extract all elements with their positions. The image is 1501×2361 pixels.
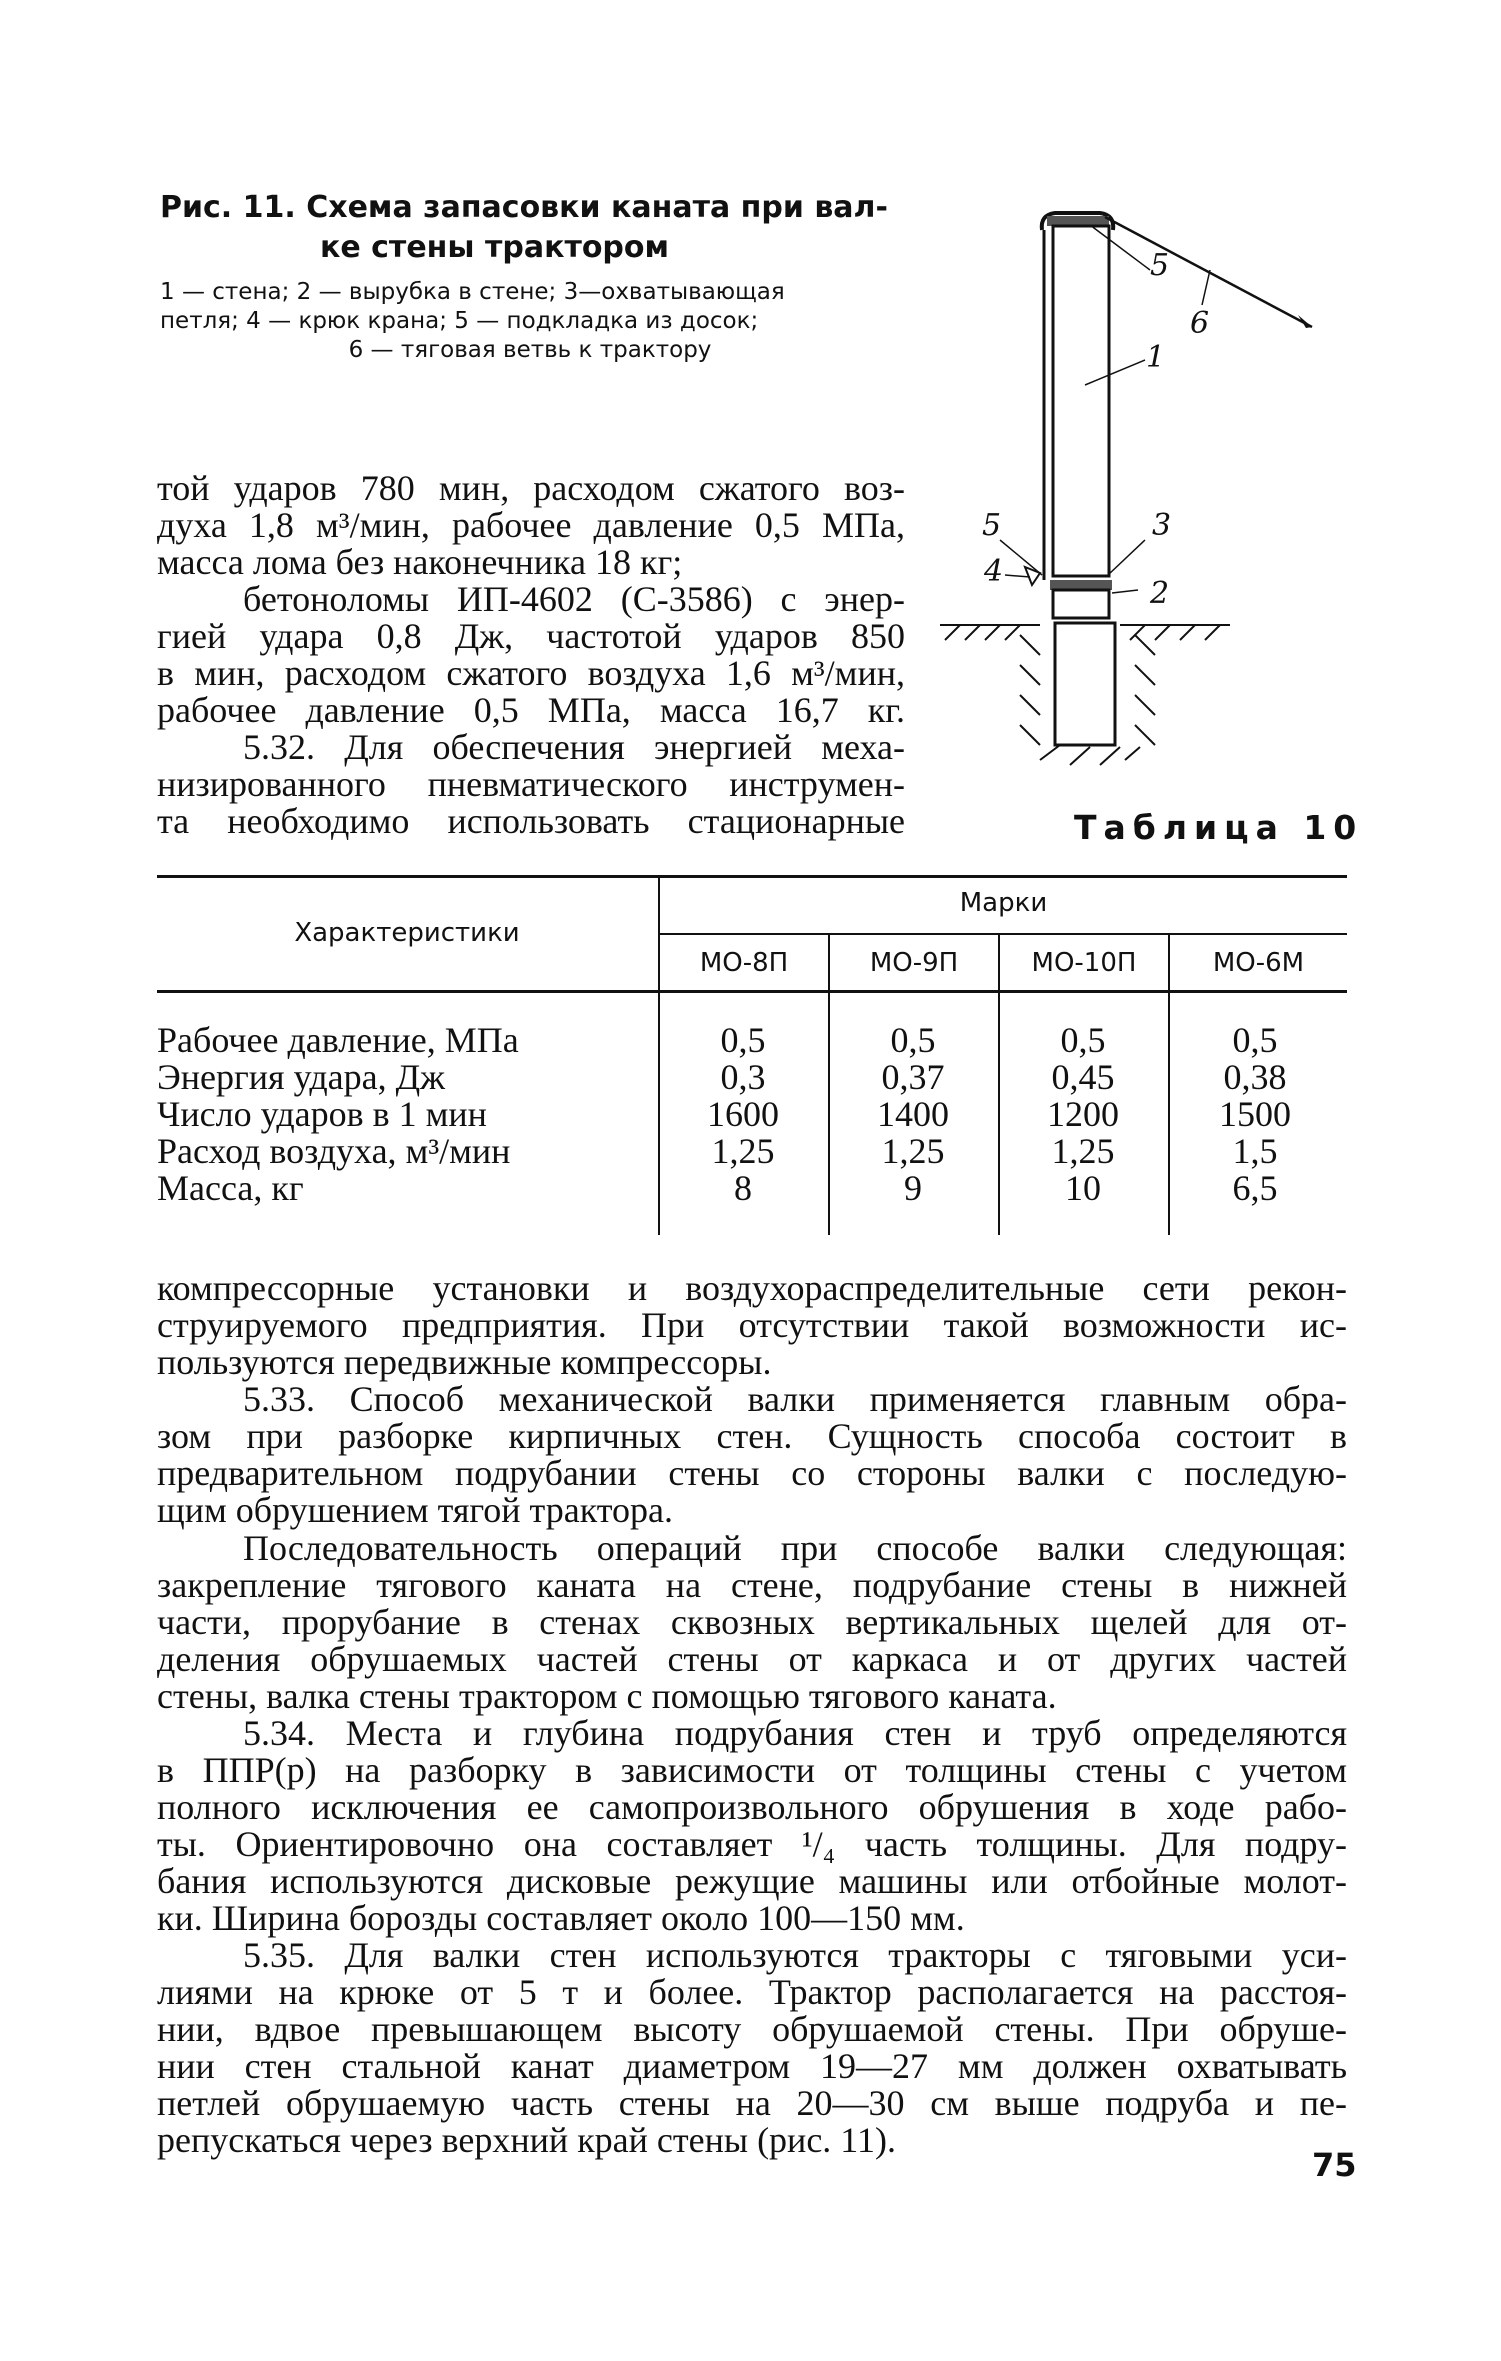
text-line: деления обрушаемых частей стены от каркаса и от других частей xyxy=(157,1639,1347,1679)
leader-line xyxy=(1202,270,1210,305)
table-cell: 1,25 xyxy=(711,1131,775,1171)
brand-header: МО-9П xyxy=(869,948,959,978)
row-label: Энергия удара, Дж xyxy=(157,1057,446,1097)
paragraph xyxy=(157,1937,1347,2159)
caption-line: 1 — стена; 2 — вырубка в стене; 3—охватывающая xyxy=(160,279,785,305)
table-cell: 0,37 xyxy=(881,1057,945,1097)
paragraph xyxy=(157,1715,1347,1937)
text-line: репускаться через верхний край стены (рис. 11). xyxy=(157,2120,896,2160)
text-line: компрессорные установки и воздухораспределительные сети рекон- xyxy=(157,1268,1347,1308)
text-line: та необходимо использовать стационарные xyxy=(157,801,905,841)
figure-label: 4 xyxy=(984,554,1004,589)
text-line: в ППР(р) на разборку в зависимости от толщины стены с учетом xyxy=(157,1750,1347,1790)
table-cell: 1,25 xyxy=(1051,1131,1115,1171)
table-cell: 9 xyxy=(904,1168,922,1208)
brands-rule xyxy=(660,933,1347,935)
table-cell: 1600 xyxy=(707,1094,779,1134)
text-line: в мин, расходом сжатого воздуха 1,6 м³/мин, xyxy=(157,653,905,693)
row-label: Рабочее давление, МПа xyxy=(157,1020,519,1060)
text-line: Последовательность операций при способе валки следующая: xyxy=(243,1528,1347,1568)
table-cell: 6,5 xyxy=(1232,1168,1278,1208)
table-cell: 0,5 xyxy=(1060,1020,1106,1060)
column-divider xyxy=(828,935,830,1235)
table-top-rule xyxy=(157,875,1347,878)
foundation xyxy=(1055,623,1115,745)
caption-line: петля; 4 — крюк крана; 5 — подкладка из досок; xyxy=(160,308,759,334)
paragraph xyxy=(157,1381,1347,1529)
table-cell: 1,25 xyxy=(881,1131,945,1171)
text-line: низированного пневматического инструмен- xyxy=(157,764,905,804)
table-title: Таблица 10 xyxy=(1074,808,1364,847)
table-cell: 0,5 xyxy=(720,1020,766,1060)
text-line: струируемого предприятия. При отсутствии такой возможности ис- xyxy=(157,1305,1347,1345)
text-line: петлей обрушаемую часть стены на 20—30 см выше подруба и пе- xyxy=(157,2083,1347,2123)
text-line: зом при разборке кирпичных стен. Сущность способа состоит в xyxy=(157,1416,1347,1456)
header-brands: Марки xyxy=(959,888,1048,918)
table-cell: 1,5 xyxy=(1232,1131,1278,1171)
column-divider xyxy=(1168,935,1170,1235)
text-line: стены, валка стены трактором с помощью тягового каната. xyxy=(157,1676,1057,1716)
leader-line xyxy=(1005,575,1030,577)
row-label: Расход воздуха, м³/мин xyxy=(157,1131,511,1171)
wall-rigging-diagram xyxy=(940,195,1340,795)
table-cell: 1200 xyxy=(1047,1094,1119,1134)
paragraph xyxy=(157,1270,1347,1381)
text-line: рабочее давление 0,5 МПа, масса 16,7 кг. xyxy=(157,690,905,730)
figure-label: 3 xyxy=(1152,508,1172,543)
table-cell: 0,5 xyxy=(1232,1020,1278,1060)
header-characteristics: Характеристики xyxy=(294,918,520,948)
figure-label: 1 xyxy=(1146,340,1166,375)
caption-line: 6 — тяговая ветвь к трактору xyxy=(348,337,712,363)
wall xyxy=(1053,226,1109,576)
table-cell: 1500 xyxy=(1219,1094,1291,1134)
table-cell: 0,3 xyxy=(720,1057,766,1097)
page-number: 75 xyxy=(1312,2146,1357,2184)
text-line: 5.33. Способ механической валки применяется главным обра- xyxy=(243,1379,1347,1419)
figure-title-line: ке стены трактором xyxy=(320,230,670,265)
text-line: той ударов 780 мин, расходом сжатого воз- xyxy=(157,468,905,508)
text-line: части, прорубание в стенах сквозных вертикальных щелей для от- xyxy=(157,1602,1347,1642)
leader-line xyxy=(1108,540,1145,575)
text-line: лиями на крюке от 5 т и более. Трактор располагается на расстоя- xyxy=(157,1972,1347,2012)
column-divider xyxy=(658,878,660,1235)
column-divider xyxy=(998,935,1000,1235)
text-line: масса лома без наконечника 18 кг; xyxy=(157,542,683,582)
paragraph xyxy=(157,1530,1347,1715)
figure-title xyxy=(160,188,920,268)
text-line: нии, вдвое превышающем высоту обрушаемой стены. При обруше- xyxy=(157,2009,1347,2049)
table-cell: 10 xyxy=(1065,1168,1101,1208)
table-cell: 1400 xyxy=(877,1094,949,1134)
text-line: 5.32. Для обеспечения энергией меха- xyxy=(243,727,905,767)
table-cell: 8 xyxy=(734,1168,752,1208)
leader-line xyxy=(1085,360,1145,385)
text-line: 5.35. Для валки стен используются тракторы с тяговыми уси- xyxy=(243,1935,1347,1975)
table-cell: 0,5 xyxy=(890,1020,936,1060)
leader-line xyxy=(1000,540,1042,575)
text-line: пользуются передвижные компрессоры. xyxy=(157,1342,772,1382)
brand-header: МО-10П xyxy=(1031,948,1137,978)
text-line: щим обрушением тягой трактора. xyxy=(157,1490,673,1530)
leader-line xyxy=(1090,225,1150,270)
brand-header: МО-8П xyxy=(699,948,789,978)
figure-label: 5 xyxy=(982,508,1002,543)
table-cell: 0,45 xyxy=(1051,1057,1115,1097)
leader-line xyxy=(1112,590,1138,593)
figure-title-line: Рис. 11. Схема запасовки каната при вал- xyxy=(160,190,888,225)
text-line: бетоноломы ИП-4602 (С-3586) с энер- xyxy=(243,579,905,619)
ground-hatch xyxy=(945,625,1220,640)
row-label: Масса, кг xyxy=(157,1168,304,1208)
wall-cut xyxy=(1053,590,1109,618)
text-line: ки. Ширина борозды составляет около 100—150 мм. xyxy=(157,1898,965,1938)
figure-label: 6 xyxy=(1190,306,1210,341)
table-cell: 0,38 xyxy=(1223,1057,1287,1097)
figure-label: 5 xyxy=(1150,248,1170,283)
figure-label: 2 xyxy=(1150,576,1170,611)
text-line: предварительном подрубании стены со стороны валки с последую- xyxy=(157,1453,1347,1493)
text-line: нии стен стальной канат диаметром 19—27 мм должен охватывать xyxy=(157,2046,1347,2086)
text-line: гией удара 0,8 Дж, частотой ударов 850 xyxy=(157,616,905,656)
text-line: ты. Ориентировочно она составляет ¹/₄ часть толщины. Для подру- xyxy=(157,1824,1347,1864)
text-line: духа 1,8 м³/мин, рабочее давление 0,5 МПа, xyxy=(157,505,905,545)
figure-caption xyxy=(160,278,920,365)
text-line: полного исключения ее самопроизвольного обрушения в ходе рабо- xyxy=(157,1787,1347,1827)
brand-header: МО-6М xyxy=(1212,948,1305,978)
text-line: закрепление тягового каната на стене, подрубание стены в нижней xyxy=(157,1565,1347,1605)
text-line: 5.34. Места и глубина подрубания стен и труб определяются xyxy=(243,1713,1347,1753)
row-label: Число ударов в 1 мин xyxy=(157,1094,487,1134)
text-line: бания используются дисковые режущие машины или отбойные молот- xyxy=(157,1861,1347,1901)
column-text xyxy=(157,470,905,840)
hook xyxy=(1025,567,1040,585)
